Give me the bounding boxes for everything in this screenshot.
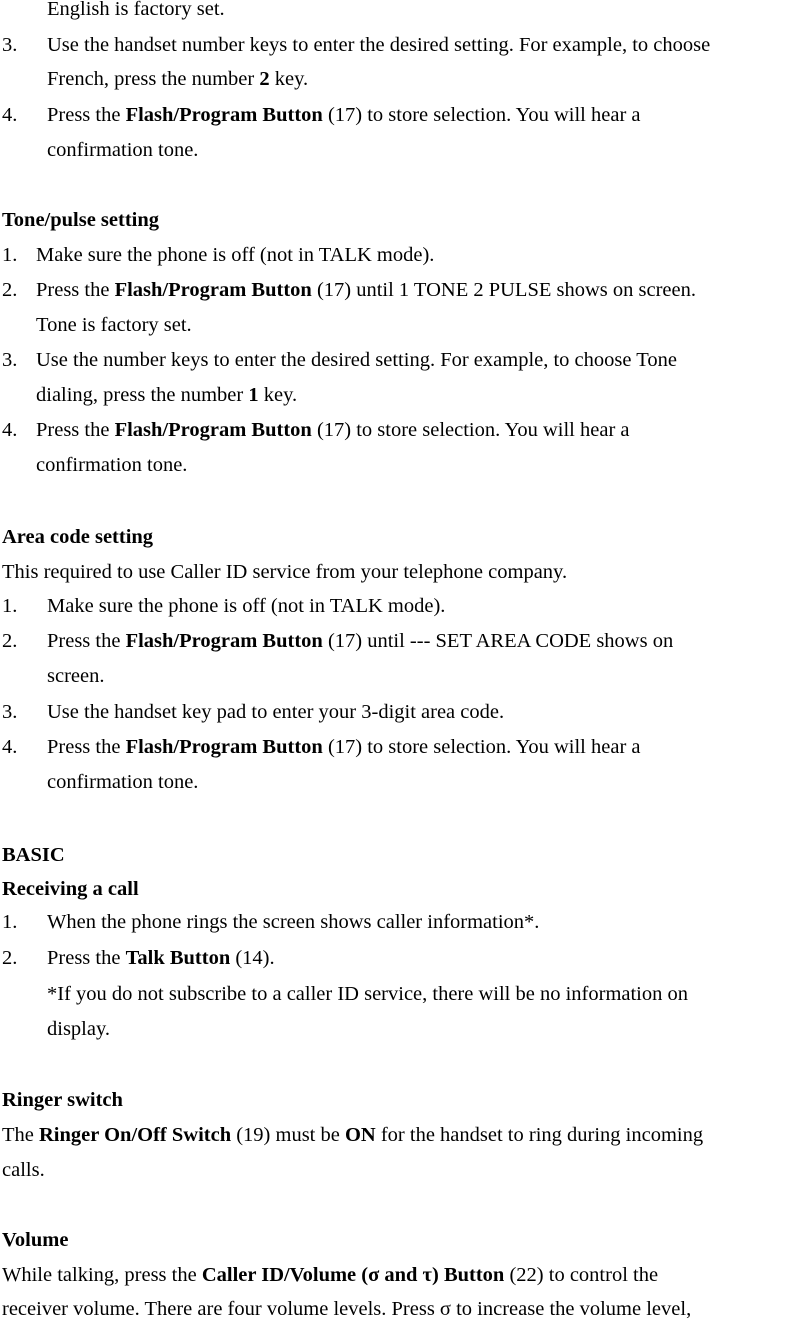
area-step2-number: 2. bbox=[2, 630, 18, 652]
area-step2-line2: screen. bbox=[47, 665, 105, 687]
language-step3-line2: French, press the number 2 key. bbox=[47, 68, 309, 90]
receiving-step2-number: 2. bbox=[2, 947, 18, 969]
receiving-step1-number: 1. bbox=[2, 911, 18, 933]
area-step3-line1: Use the handset key pad to enter your 3-digit area code. bbox=[47, 701, 505, 723]
volume-heading: Volume bbox=[2, 1229, 69, 1251]
tone-step4-number: 4. bbox=[2, 419, 18, 441]
tone-pulse-heading: Tone/pulse setting bbox=[2, 209, 160, 231]
language-step3-number: 3. bbox=[2, 34, 18, 56]
receiving-step1-line1: When the phone rings the screen shows caller information*. bbox=[47, 911, 540, 933]
tone-step1-number: 1. bbox=[2, 244, 18, 266]
tone-step3-line2: dialing, press the number 1 key. bbox=[36, 384, 298, 406]
volume-line2: receiver volume. There are four volume levels. Press σ to increase the volume level, bbox=[2, 1298, 692, 1320]
language-cont: English is factory set. bbox=[47, 0, 225, 20]
volume-line1: While talking, press the Caller ID/Volume (σ and τ) Button (22) to control the bbox=[2, 1264, 659, 1286]
ringer-switch-heading: Ringer switch bbox=[2, 1089, 123, 1111]
tone-step4-line1: Press the Flash/Program Button (17) to store selection. You will hear a bbox=[36, 419, 630, 441]
area-step3-number: 3. bbox=[2, 701, 18, 723]
area-step4-line1: Press the Flash/Program Button (17) to store selection. You will hear a bbox=[47, 736, 641, 758]
area-step2-line1: Press the Flash/Program Button (17) until --- SET AREA CODE shows on bbox=[47, 630, 674, 652]
area-step1-line1: Make sure the phone is off (not in TALK mode). bbox=[47, 595, 446, 617]
receiving-note-line2: display. bbox=[47, 1018, 111, 1040]
area-code-intro: This required to use Caller ID service from your telephone company. bbox=[2, 561, 568, 583]
language-step4-number: 4. bbox=[2, 104, 18, 126]
ringer-switch-line2: calls. bbox=[2, 1159, 45, 1181]
basic-heading: BASIC bbox=[2, 844, 65, 866]
tone-step4-line2: confirmation tone. bbox=[36, 454, 188, 476]
receiving-step2-line1: Press the Talk Button (14). bbox=[47, 947, 275, 969]
area-step4-number: 4. bbox=[2, 736, 18, 758]
ringer-switch-line1: The Ringer On/Off Switch (19) must be ON for the handset to ring during incoming bbox=[2, 1124, 704, 1146]
area-step4-line2: confirmation tone. bbox=[47, 771, 199, 793]
tone-step1-line1: Make sure the phone is off (not in TALK mode). bbox=[36, 244, 435, 266]
tone-step2-number: 2. bbox=[2, 279, 18, 301]
language-step4-line2: confirmation tone. bbox=[47, 139, 199, 161]
language-step4-line1: Press the Flash/Program Button (17) to store selection. You will hear a bbox=[47, 104, 641, 126]
receiving-note-line1: *If you do not subscribe to a caller ID service, there will be no information on bbox=[47, 983, 689, 1005]
tone-step3-number: 3. bbox=[2, 349, 18, 371]
tone-step2-line2: Tone is factory set. bbox=[36, 314, 192, 336]
tone-step2-line1: Press the Flash/Program Button (17) until 1 TONE 2 PULSE shows on screen. bbox=[36, 279, 696, 301]
language-step3-line1: Use the handset number keys to enter the desired setting. For example, to choose bbox=[47, 34, 711, 56]
area-step1-number: 1. bbox=[2, 595, 18, 617]
receiving-call-heading: Receiving a call bbox=[2, 878, 139, 900]
area-code-heading: Area code setting bbox=[2, 526, 154, 548]
tone-step3-line1: Use the number keys to enter the desired setting. For example, to choose Tone bbox=[36, 349, 677, 371]
